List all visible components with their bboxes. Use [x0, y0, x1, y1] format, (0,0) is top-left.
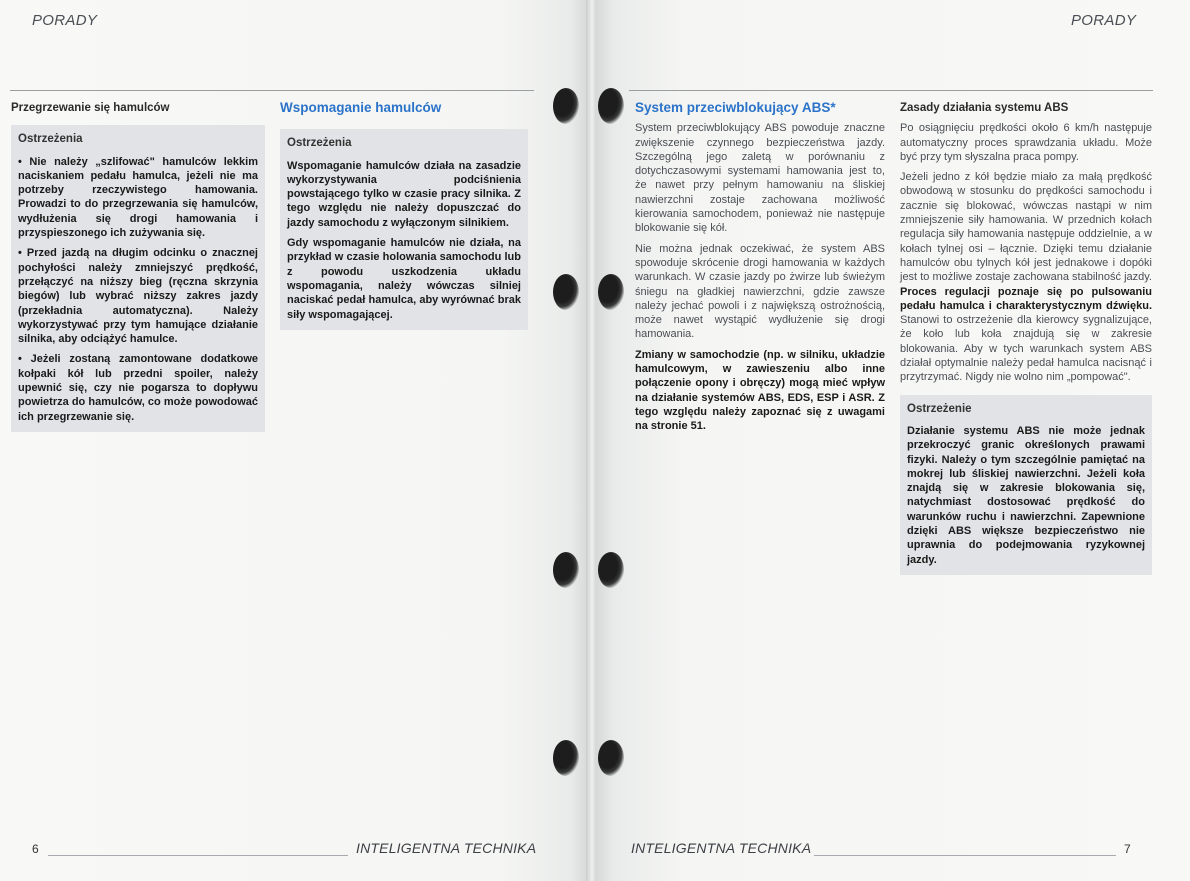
binder-hole: [553, 740, 579, 776]
binder-hole: [598, 552, 624, 588]
binder-hole: [598, 274, 624, 310]
binder-hole: [598, 88, 624, 124]
warning-box-title: Ostrzeżenie: [907, 402, 972, 415]
left-top-rule: [10, 90, 534, 91]
right-column-1: [635, 101, 885, 440]
warning-paragraph: Wspomaganie hamulców działa na zasadzie wykorzystywania podciśnienia powstającego tylko w czasie pracy silnika. Z tego względu nie należy dopuszczać do jazdy samochodu z wyłączonym silnikiem.: [287, 159, 521, 229]
binder-hole: [553, 88, 579, 124]
warning-paragraph: • Nie należy „szlifować" hamulców lekkim naciskaniem pedału hamulca, jeżeli nie ma potrzeby rzeczywistego hamowania. Prowadzi to do przegrzewania się hamulców, wydłużenia się drogi hamowania i przyspieszonego ich zużywania się.: [18, 155, 258, 240]
body-paragraph: Po osiągnięciu prędkości około 6 km/h następuje automatyczny proces sprawdzania układu. Może być przy tym słyszalna praca pompy.: [900, 122, 1152, 163]
binder-hole: [553, 552, 579, 588]
section-title-brake-assist: Wspomaganie hamulców: [280, 100, 442, 115]
binder-hole: [598, 740, 624, 776]
body-paragraph: [900, 170, 1152, 384]
left-page-header: PORADY: [32, 12, 98, 29]
section-title-abs-principles: Zasady działania systemu ABS: [900, 102, 1069, 114]
left-column-1: [11, 101, 265, 432]
body-text: Jeżeli jedno z kół będzie miało za małą prędkość obwodową w stosunku do prędkości samochodu i zacznie się blokować, wówczas nastąpi w nim zmniejszenie siły hamowania. W przednich kołach regulacja siły hamowania następuje oddzielnie, a w kołach tylnej osi – łącznie. Dzięki temu działanie hamulców obu tylnych kół jest jednakowe i dopóki jest to możliwe zostaje zachowana stabilność jazdy.: [900, 171, 1152, 284]
warning-box-brake-overheating: [11, 125, 265, 432]
right-top-rule: [629, 90, 1153, 91]
body-paragraph: System przeciwblokujący ABS powoduje znaczne zwiększenie czynnego bezpieczeństwa jazdy. Szczególną jego zaletą w porównaniu z dotychczasowymi systemami hamowania jest to, że nawet przy pełnym hamowaniu na śliskiej nawierzchni zostaje zachowana możliwość kierowania samochodem, ponieważ nie następuje blokowanie się kół.: [635, 122, 885, 235]
right-page-number: 7: [1124, 842, 1131, 856]
warning-box-title: Ostrzeżenia: [18, 133, 83, 146]
warning-box-title: Ostrzeżenia: [287, 137, 352, 150]
right-column-2: [900, 101, 1152, 575]
binder-hole: [553, 274, 579, 310]
right-page: [596, 0, 1190, 881]
section-title-brake-overheating: Przegrzewanie się hamulców: [11, 102, 170, 114]
body-paragraph-bold: Zmiany w samochodzie (np. w silniku, układzie hamulcowym, w zawieszeniu albo inne połączenie opony i obręczy) mogą mieć wpływ na działanie systemów ABS, EDS, ESP i ASR. Z tego względu należy zapoznać się z uwagami na stronie 51.: [635, 348, 885, 433]
left-footer-title: INTELIGENTNA TECHNIKA: [356, 840, 537, 856]
warning-paragraph: • Jeżeli zostaną zamontowane dodatkowe kołpaki kół lub przedni spoiler, należy upewnić się, czy nie pogarsza to dopływu powietrza do hamulców, co może powodować ich przegrzewanie się.: [18, 353, 258, 423]
warning-paragraph: Działanie systemu ABS nie może jednak przekroczyć granic określonych prawami fizyki. Należy o tym szczególnie pamiętać na mokrej lub śliskiej nawierzchni. Jeżeli koła znajdą się w zakresie blokowania się, natychmiast dostosować prędkość do warunków ruchu i nawierzchni. Zapewnione dzięki ABS większe bezpieczeństwo nie uprawnia do podejmowania ryzykownej jazdy.: [907, 424, 1145, 566]
body-text-bold: Proces regulacji poznaje się po pulsowaniu pedału hamulca i charakterystycznym dźwięku.: [900, 285, 1152, 312]
body-paragraph: Nie można jednak oczekiwać, że system ABS spowoduje skrócenie drogi hamowania w każdych warunkach. W czasie jazdy po żwirze lub świeżym śniegu na gładkiej nawierzchni, gdzie zawsze należy jechać powoli i z największą ostrożnością, może nawet wystąpić wydłużenie się drogi hamowania.: [635, 242, 885, 341]
right-page-header: PORADY: [1071, 12, 1137, 29]
warning-paragraph: Gdy wspomaganie hamulców nie działa, na przykład w czasie holowania samochodu lub z powodu uszkodzenia układu wspomagania, należy wówczas silniej naciskać pedał hamulca, aby wyrównać brak siły wspomagającej.: [287, 237, 521, 321]
left-page: [0, 0, 588, 881]
left-footer-rule: [48, 855, 348, 856]
warning-box-brake-assist: [280, 129, 528, 330]
warning-box-abs: [900, 395, 1152, 575]
section-title-abs: System przeciwblokujący ABS*: [635, 100, 836, 115]
body-text: Stanowi to ostrzeżenie dla kierowcy sygnalizujące, że koło lub koła znajdują się w zakresie blokowania. Aby w tych warunkach system ABS działał optymalnie należy pedał hamulca nacisnąć i przytrzymać. Nigdy nie wolno nim „pompować".: [900, 314, 1152, 384]
left-page-number: 6: [32, 842, 39, 856]
right-footer-rule: [814, 855, 1116, 856]
left-column-2: [280, 101, 528, 330]
warning-paragraph: • Przed jazdą na długim odcinku o znacznej pochyłości należy zmniejszyć prędkość, przełączyć na niższy bieg (ręczna skrzynia biegów) lub wybrać niższy zakres jazdy (przekładnia automatyczna). Należy wykorzystywać przy tym hamujące działanie silnika, aby odciążyć hamulce.: [18, 247, 258, 346]
right-footer-title: INTELIGENTNA TECHNIKA: [631, 840, 812, 856]
